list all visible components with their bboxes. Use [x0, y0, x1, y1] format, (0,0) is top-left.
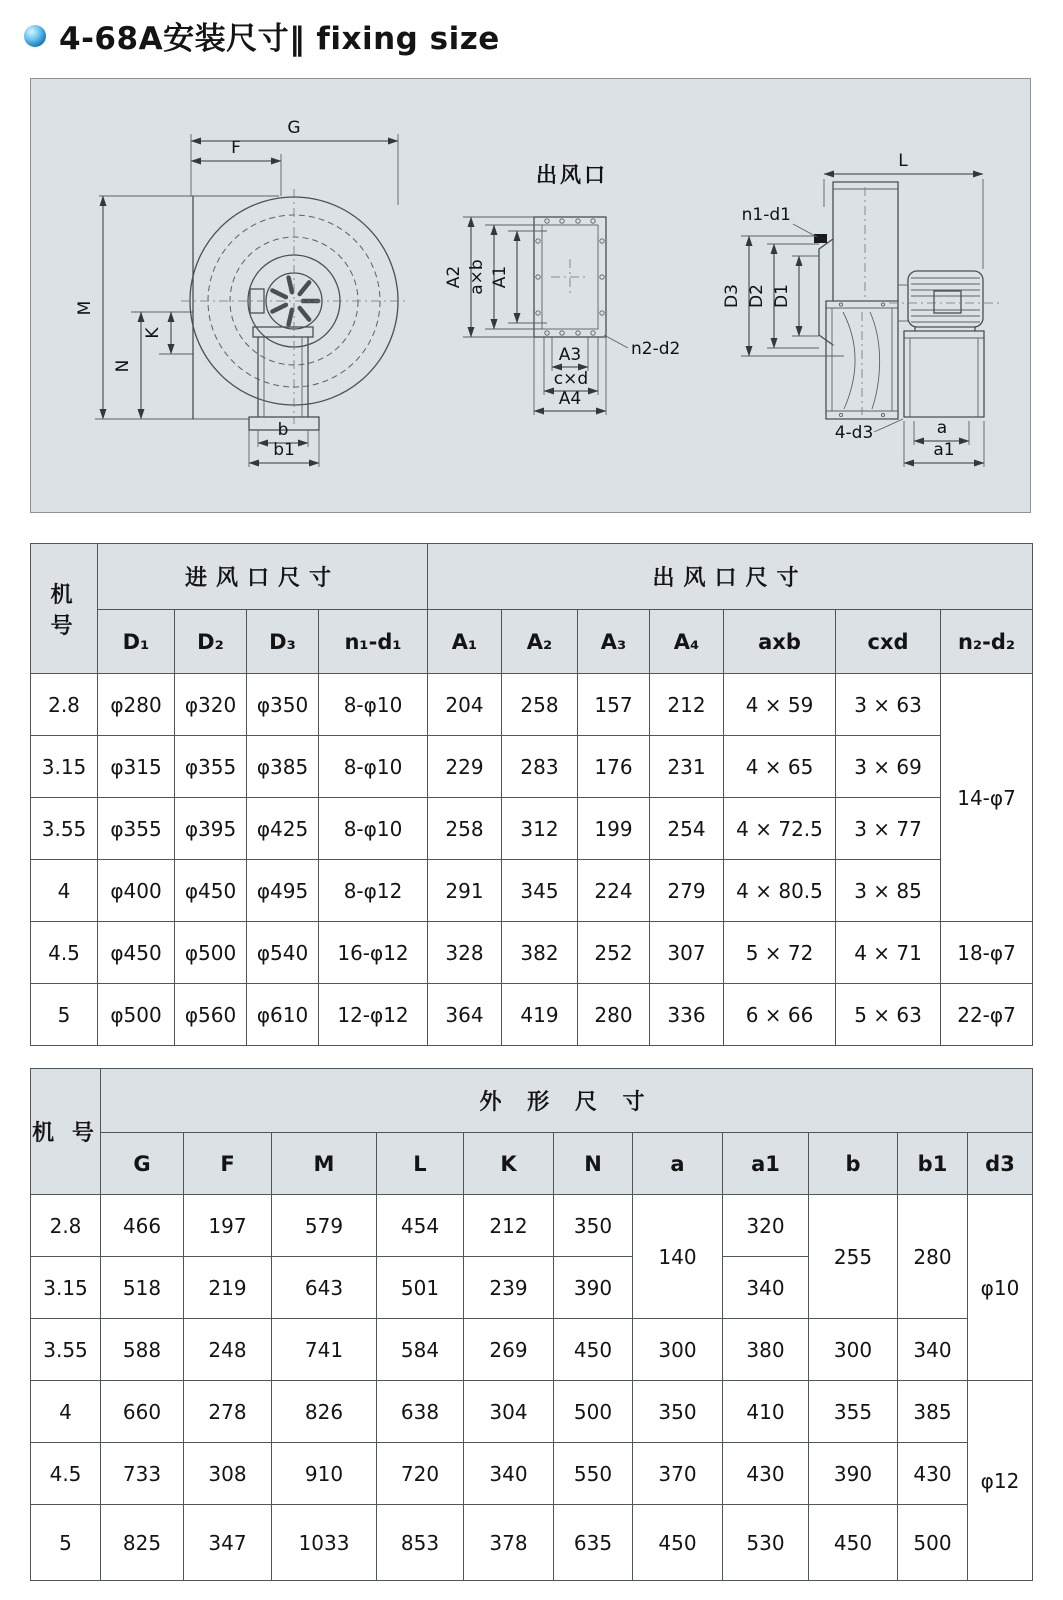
table-cell: φ425 [247, 798, 319, 860]
table-cell: 279 [650, 860, 724, 922]
table-cell: 347 [184, 1505, 272, 1581]
table-cell: 229 [428, 736, 502, 798]
page-title: 4-68A安装尺寸‖ fixing size [59, 21, 500, 57]
table-cell: 1033 [272, 1505, 377, 1581]
table-cell: 825 [101, 1505, 184, 1581]
header-F: F [184, 1133, 272, 1195]
table-cell: 254 [650, 798, 724, 860]
table-cell: 224 [578, 860, 650, 922]
table-cell: 635 [554, 1505, 633, 1581]
table-cell: 16-φ12 [319, 922, 428, 984]
table-cell: 390 [554, 1257, 633, 1319]
table-cell: φ500 [98, 984, 175, 1046]
table-cell: 741 [272, 1319, 377, 1381]
outlet-flange-view [444, 163, 680, 415]
table-cell: φ450 [175, 860, 247, 922]
table-cell: 853 [377, 1505, 464, 1581]
page-title-row [24, 13, 500, 58]
table-cell: 382 [502, 922, 578, 984]
table-cell: 4 [31, 1381, 101, 1443]
table-cell: 638 [377, 1381, 464, 1443]
overall-dimensions-table [30, 1068, 1033, 1581]
table-cell: 239 [464, 1257, 554, 1319]
table-cell: 910 [272, 1443, 377, 1505]
table-cell: 5 × 72 [724, 922, 836, 984]
header-A2: A₂ [502, 610, 578, 674]
table-cell: 212 [464, 1195, 554, 1257]
table-cell: 12-φ12 [319, 984, 428, 1046]
dim-label-L: L [898, 151, 908, 171]
table-cell: 291 [428, 860, 502, 922]
table-cell: 3.55 [31, 1319, 101, 1381]
header-D1: D₁ [98, 610, 175, 674]
dim-label-n2-d2: n2-d2 [631, 339, 681, 359]
table-cell: 350 [633, 1381, 723, 1443]
table-cell: 336 [650, 984, 724, 1046]
table-cell: 4 × 59 [724, 674, 836, 736]
dim-label-4-d3: 4-d3 [834, 423, 874, 443]
table-cell: 340 [723, 1257, 809, 1319]
table-cell: 4.5 [31, 1443, 101, 1505]
header-a: a [633, 1133, 723, 1195]
table-cell: 328 [428, 922, 502, 984]
table-cell: 733 [101, 1443, 184, 1505]
table-cell: 308 [184, 1443, 272, 1505]
table-row [31, 736, 1033, 798]
header-A1: A₁ [428, 610, 502, 674]
header-D3: D₃ [247, 610, 319, 674]
table-cell: 204 [428, 674, 502, 736]
table-cell: φ610 [247, 984, 319, 1046]
header-K: K [464, 1133, 554, 1195]
inlet-outlet-dimensions-table [30, 543, 1033, 1046]
table-cell-merged: 280 [898, 1195, 968, 1319]
motor-base [904, 331, 984, 417]
table-cell: 197 [184, 1195, 272, 1257]
table-cell: 4 × 72.5 [724, 798, 836, 860]
table-cell: 4 × 71 [836, 922, 941, 984]
dim-label-b1: b1 [273, 440, 295, 460]
table-cell: 518 [101, 1257, 184, 1319]
dim-label-F: F [231, 138, 241, 158]
table-cell: 22-φ7 [941, 984, 1033, 1046]
table-header-row [31, 1069, 1033, 1133]
table-cell: 380 [723, 1319, 809, 1381]
table-cell: 385 [898, 1381, 968, 1443]
table-cell: 430 [723, 1443, 809, 1505]
table-row [31, 860, 1033, 922]
table-cell: φ495 [247, 860, 319, 922]
table-cell: 500 [898, 1505, 968, 1581]
table-cell: φ280 [98, 674, 175, 736]
dim-label-A4: A4 [558, 389, 582, 409]
table-cell: 8-φ10 [319, 798, 428, 860]
table-cell: 258 [502, 674, 578, 736]
header-b1: b1 [898, 1133, 968, 1195]
table-cell-merged: 140 [633, 1195, 723, 1319]
inlet-flange-mark [814, 234, 827, 243]
table-cell: 826 [272, 1381, 377, 1443]
table-cell: 320 [723, 1195, 809, 1257]
table-cell: 269 [464, 1319, 554, 1381]
table-cell: 3 × 63 [836, 674, 941, 736]
bullet-icon [24, 25, 46, 47]
table-cell: φ355 [98, 798, 175, 860]
dim-label-D1: D1 [772, 284, 792, 308]
table-cell: 350 [554, 1195, 633, 1257]
table-cell: 501 [377, 1257, 464, 1319]
dim-label-N: N [113, 359, 133, 373]
table-cell-merged: 255 [809, 1195, 898, 1319]
dim-label-D3: D3 [722, 284, 742, 308]
table-cell: 5 [31, 1505, 101, 1581]
header-a1: a1 [723, 1133, 809, 1195]
table-cell: 364 [428, 984, 502, 1046]
table-cell: 304 [464, 1381, 554, 1443]
table-cell: 3.15 [31, 1257, 101, 1319]
table-cell: 454 [377, 1195, 464, 1257]
table-row [31, 1195, 1033, 1257]
table-cell: φ450 [98, 922, 175, 984]
table-cell: 212 [650, 674, 724, 736]
table-row [31, 984, 1033, 1046]
table-row [31, 1443, 1033, 1505]
table-row [31, 674, 1033, 736]
table-cell: 4.5 [31, 922, 98, 984]
table-cell: 4 × 80.5 [724, 860, 836, 922]
table-cell: 199 [578, 798, 650, 860]
table-cell: 3 × 77 [836, 798, 941, 860]
dim-label-A2: A2 [444, 265, 464, 289]
table-cell: 340 [464, 1443, 554, 1505]
table-cell: φ540 [247, 922, 319, 984]
table-cell: 660 [101, 1381, 184, 1443]
table-cell-merged: φ12 [968, 1381, 1033, 1581]
table-cell: 219 [184, 1257, 272, 1319]
table-row [31, 1381, 1033, 1443]
table-cell: 345 [502, 860, 578, 922]
header-machine-no: 机 号 [31, 1069, 101, 1195]
header-n2-d2: n₂-d₂ [941, 610, 1033, 674]
table-cell: 579 [272, 1195, 377, 1257]
table-cell: φ395 [175, 798, 247, 860]
dim-label-M: M [75, 300, 95, 316]
table-cell: φ500 [175, 922, 247, 984]
table-cell: 18-φ7 [941, 922, 1033, 984]
dim-label-a1: a1 [933, 440, 955, 460]
dim-label-n1-d1: n1-d1 [741, 205, 791, 225]
table-cell: 252 [578, 922, 650, 984]
table-cell: φ560 [175, 984, 247, 1046]
table-cell: 8-φ10 [319, 674, 428, 736]
table-cell: 3.55 [31, 798, 98, 860]
table-cell: 378 [464, 1505, 554, 1581]
table-cell: 410 [723, 1381, 809, 1443]
table-cell: 8-φ12 [319, 860, 428, 922]
table-cell-merged: φ10 [968, 1195, 1033, 1381]
header-L: L [377, 1133, 464, 1195]
table-cell: 584 [377, 1319, 464, 1381]
table-cell: 3.15 [31, 736, 98, 798]
header-A4: A₄ [650, 610, 724, 674]
header-outlet-group: 出风口尺寸 [428, 544, 1033, 610]
table-cell: 248 [184, 1319, 272, 1381]
table-cell: 3 × 69 [836, 736, 941, 798]
header-M: M [272, 1133, 377, 1195]
diagram-panel [30, 78, 1031, 513]
table-cell: φ315 [98, 736, 175, 798]
table-cell: 258 [428, 798, 502, 860]
table-cell: φ350 [247, 674, 319, 736]
header-A3: A₃ [578, 610, 650, 674]
table-cell: 2.8 [31, 674, 98, 736]
fan-side-view [722, 151, 999, 467]
header-cxd: cxd [836, 610, 941, 674]
dim-label-cxd: c×d [553, 369, 589, 389]
header-inlet-group: 进风口尺寸 [98, 544, 428, 610]
dim-label-K: K [143, 327, 163, 339]
table-row [31, 798, 1033, 860]
table-cell: φ355 [175, 736, 247, 798]
table-cell: 720 [377, 1443, 464, 1505]
table-cell: 419 [502, 984, 578, 1046]
header-n1-d1: n₁-d₁ [319, 610, 428, 674]
fan-scroll-view [75, 118, 409, 467]
outlet-title: 出风口 [536, 163, 608, 187]
table-cell: 283 [502, 736, 578, 798]
table-cell: 588 [101, 1319, 184, 1381]
table-cell: 4 [31, 860, 98, 922]
header-G: G [101, 1133, 184, 1195]
table-cell: 4 × 65 [724, 736, 836, 798]
dim-label-D2: D2 [747, 284, 767, 308]
table-cell: 8-φ10 [319, 736, 428, 798]
motor [889, 271, 999, 331]
table-cell: 312 [502, 798, 578, 860]
table-cell: 530 [723, 1505, 809, 1581]
table-cell: 300 [633, 1319, 723, 1381]
table-cell: φ400 [98, 860, 175, 922]
table-cell: 3 × 85 [836, 860, 941, 922]
table-cell: 307 [650, 922, 724, 984]
table-cell: 6 × 66 [724, 984, 836, 1046]
header-axb: axb [724, 610, 836, 674]
table-cell: φ320 [175, 674, 247, 736]
dim-label-G: G [287, 118, 301, 138]
table-subheader-row [31, 1133, 1033, 1195]
header-d3: d3 [968, 1133, 1033, 1195]
table-cell: 450 [809, 1505, 898, 1581]
table-cell: 430 [898, 1443, 968, 1505]
table-row [31, 922, 1033, 984]
table-subheader-row [31, 610, 1033, 674]
table-cell: 550 [554, 1443, 633, 1505]
table-cell: 370 [633, 1443, 723, 1505]
dim-label-A3: A3 [558, 345, 582, 365]
header-b: b [809, 1133, 898, 1195]
table-cell: 450 [554, 1319, 633, 1381]
table-cell: 643 [272, 1257, 377, 1319]
fan-dimension-drawing [31, 79, 1029, 511]
dim-label-A1: A1 [490, 265, 510, 289]
table-cell: 5 [31, 984, 98, 1046]
table-row [31, 1319, 1033, 1381]
dim-label-a: a [936, 418, 948, 438]
table-header-row [31, 544, 1033, 610]
table-cell: 390 [809, 1443, 898, 1505]
table-cell: 157 [578, 674, 650, 736]
header-D2: D₂ [175, 610, 247, 674]
table-cell: 500 [554, 1381, 633, 1443]
table-row [31, 1505, 1033, 1581]
table-cell: 450 [633, 1505, 723, 1581]
table-cell: 231 [650, 736, 724, 798]
table-cell: 280 [578, 984, 650, 1046]
dim-label-axb: a×b [467, 259, 487, 295]
dim-label-b: b [277, 420, 289, 440]
table-cell: 278 [184, 1381, 272, 1443]
table-cell: 466 [101, 1195, 184, 1257]
header-overall-group: 外 形 尺 寸 [101, 1069, 1033, 1133]
header-N: N [554, 1133, 633, 1195]
table-cell: 176 [578, 736, 650, 798]
table-cell: 2.8 [31, 1195, 101, 1257]
header-machine-no: 机 号 [31, 544, 98, 674]
table-cell: φ385 [247, 736, 319, 798]
table-cell-merged: 14-φ7 [941, 674, 1033, 922]
table-cell: 300 [809, 1319, 898, 1381]
table-cell: 340 [898, 1319, 968, 1381]
table-cell: 355 [809, 1381, 898, 1443]
table-cell: 5 × 63 [836, 984, 941, 1046]
